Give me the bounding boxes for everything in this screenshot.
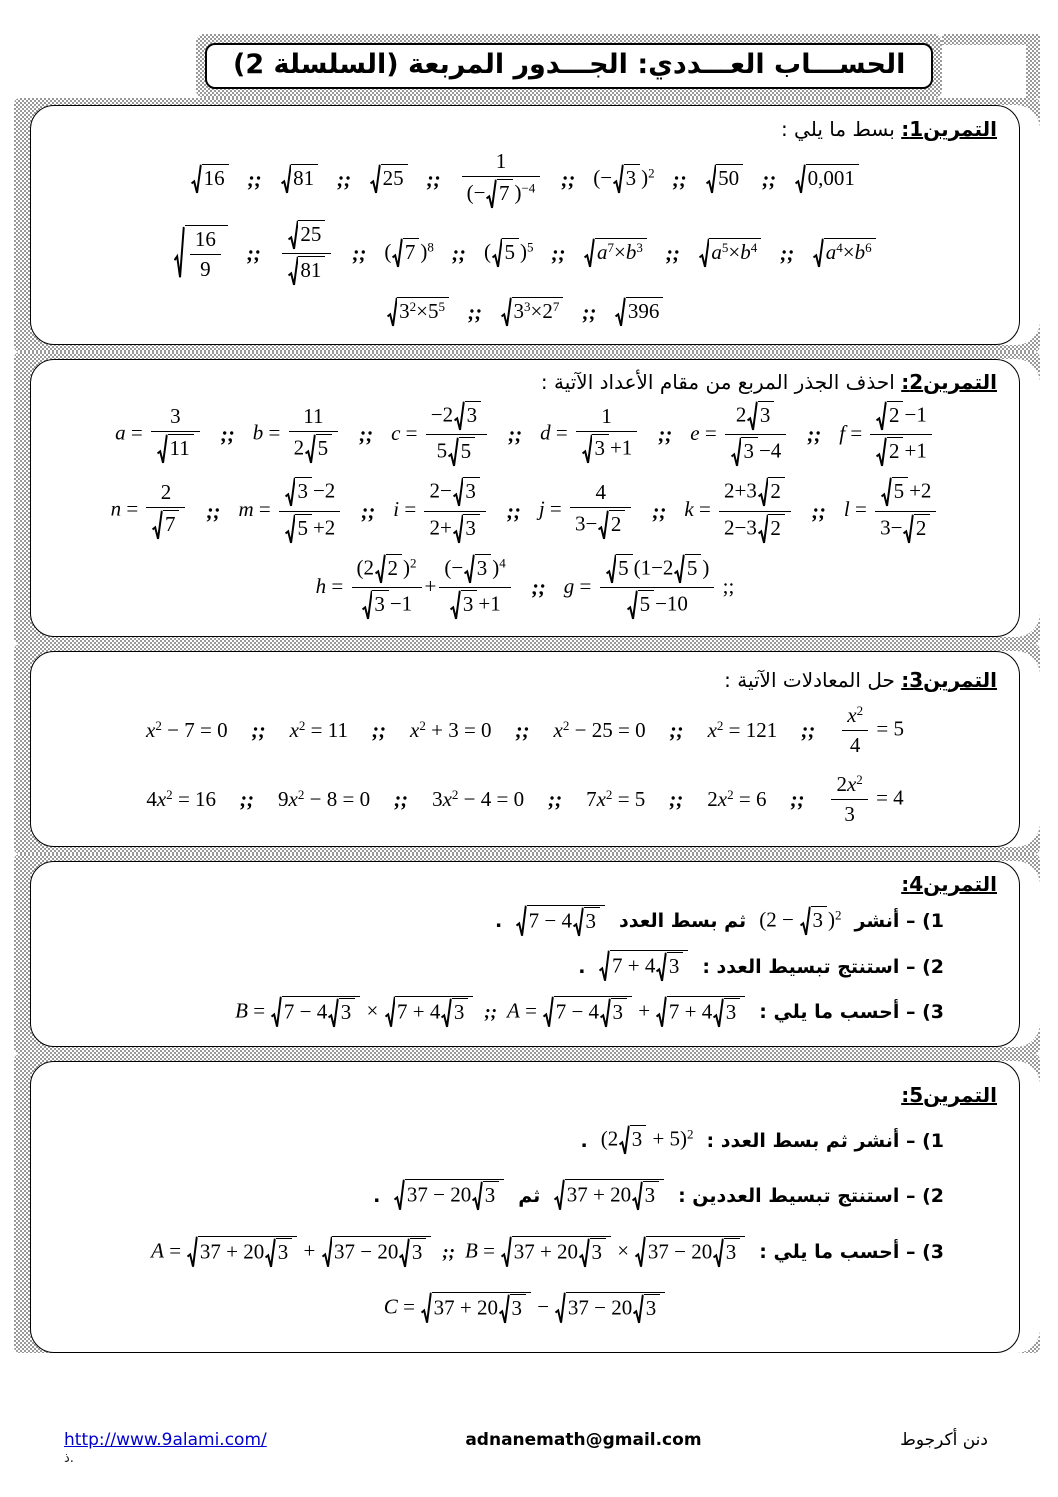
- text-segment: .: [578, 955, 586, 978]
- math-expression: $x^2 = 11$: [289, 717, 348, 742]
- website-link[interactable]: http://www.9alami.com/: [64, 1429, 267, 1450]
- separator: ;;: [548, 786, 563, 811]
- math-expression: h = (2 2 )$^2$ 3 −1 + (− 3 )$^4$ 3 +1: [316, 554, 514, 622]
- math-expression: j = 4 3− 2: [539, 480, 635, 542]
- math-expression: $x^2 + 3 = 0$: [410, 717, 492, 742]
- math-expression: $a^5\times b^4$: [698, 238, 762, 270]
- separator: ;;: [394, 786, 409, 811]
- exercise-line: [57, 996, 949, 1030]
- separator: ;;: [468, 300, 482, 325]
- exercise-5-header: [49, 1083, 997, 1107]
- separator: ;;: [762, 167, 777, 192]
- math-expression: i = 2− 3 2+ 3: [393, 477, 489, 545]
- math-expression: B = 7 − 4 3 × 7 + 4 3: [235, 996, 474, 1030]
- exercise-3-box: [30, 651, 1020, 847]
- math-row: [49, 297, 1001, 329]
- separator: ;;: [352, 241, 367, 266]
- title-decoration-band: [942, 34, 1040, 98]
- math-expression: $\frac{25}{81}$: [279, 220, 335, 288]
- separator: ;;: [652, 498, 667, 523]
- text-segment: ثم: [518, 1184, 541, 1207]
- exercise-1-frame: [14, 98, 1040, 352]
- math-expression: A = 7 − 4 3 + 7 + 4 3: [507, 996, 746, 1030]
- math-expression: 7 + 4 3: [598, 950, 689, 984]
- footer-author: دنن أكرجوط: [900, 1429, 988, 1450]
- math-expression: $3^3\times 2^7$: [500, 297, 564, 329]
- math-row: [49, 703, 1001, 758]
- math-expression: e = 2 3 3 −4: [690, 401, 789, 469]
- math-expression: B = 37 + 20 3 × 37 − 20 3: [465, 1236, 746, 1270]
- math-expression: $a^4\times b^6$: [812, 238, 876, 270]
- exercise-2-frame: [14, 352, 1040, 644]
- exercise-line: [57, 1292, 993, 1326]
- math-expression: 0,001: [794, 164, 860, 196]
- math-row: [49, 149, 1001, 211]
- separator: ;;: [669, 718, 684, 742]
- separator: ;;: [372, 718, 386, 742]
- page-title: الحســـاب العـــددي: الجـــدور المربعة (السلسلة 2): [205, 43, 933, 89]
- separator: ;;: [807, 422, 822, 447]
- math-row: [49, 477, 1001, 545]
- math-expression: $3^2\times 5^5$: [386, 297, 450, 329]
- separator: ;;: [790, 786, 805, 811]
- math-expression: m = 3 −2 5 +2: [238, 477, 343, 545]
- separator: ;;: [561, 167, 576, 192]
- separator: ;;: [442, 1241, 456, 1263]
- math-expression: (− 3 )$^2$: [593, 164, 654, 196]
- math-expression: g = 5 (1−2 5 ) 5 −10 ;;: [564, 554, 735, 622]
- text-segment: 1) – أنشر: [854, 909, 944, 932]
- math-expression: $3x^2 - 4 = 0$: [432, 786, 525, 811]
- separator: ;;: [251, 718, 266, 742]
- separator: ;;: [220, 422, 235, 447]
- exercise-4-frame: [14, 854, 1040, 1054]
- math-expression: 81: [280, 164, 320, 196]
- exercise-2-title: التمرين2:: [901, 370, 997, 395]
- exercise-5-box: [30, 1061, 1020, 1353]
- separator: ;;: [206, 498, 221, 523]
- exercise-5-frame: [14, 1054, 1040, 1353]
- math-expression: 25: [369, 164, 409, 196]
- exercise-line: [57, 950, 949, 984]
- math-expression: 37 + 20 3: [553, 1179, 665, 1213]
- separator: ;;: [426, 167, 441, 192]
- exercise-2-box: [30, 359, 1020, 637]
- separator: ;;: [780, 241, 795, 266]
- exercise-1-box: [30, 105, 1020, 345]
- footer-left: [64, 1430, 267, 1468]
- separator: ;;: [361, 498, 376, 523]
- text-segment: .: [580, 1129, 588, 1152]
- separator: ;;: [665, 241, 680, 266]
- separator: ;;: [337, 167, 352, 192]
- footer-note: ذ.: [64, 1450, 74, 1466]
- math-expression: (2 − 3 )$^2$: [759, 906, 841, 938]
- math-expression: $x^2 - 7 = 0$: [146, 717, 228, 742]
- exercise-line: [57, 905, 949, 939]
- math-expression: d = 1 3 +1: [540, 404, 640, 466]
- exercise-line: [57, 1179, 949, 1213]
- math-expression: n = $\frac{2}{7}$: [111, 480, 189, 542]
- exercise-2-instruction: احذف الجذر المربع من مقام الأعداد الآتية :: [540, 370, 902, 395]
- exercise-1-instruction: بسط ما يلي :: [780, 117, 902, 142]
- math-expression: ( 5 )$^5$: [484, 238, 534, 270]
- text-segment: 1) – أنشر ثم بسط العدد :: [706, 1129, 944, 1152]
- math-expression: 7 − 4 3: [515, 905, 606, 939]
- math-expression: ( 7 )$^8$: [384, 238, 434, 270]
- math-expression: 16: [190, 164, 230, 196]
- math-expression: $7x^2 = 5$: [586, 786, 646, 811]
- math-expression: $9x^2 - 8 = 0$: [278, 786, 371, 811]
- separator: ;;: [811, 498, 826, 523]
- exercise-3-instruction: حل المعادلات الآتية :: [724, 667, 902, 692]
- math-expression: l = 5 +2 3− 2: [844, 477, 940, 545]
- separator: ;;: [531, 575, 546, 600]
- math-expression: $x^2 - 25 = 0$: [553, 717, 646, 742]
- math-row: [49, 220, 1001, 288]
- exercise-list: [14, 98, 1040, 1353]
- math-row: [49, 401, 1001, 469]
- exercise-line: [57, 1125, 949, 1157]
- math-expression: $\frac{x^2}{4}$ = 5: [839, 703, 904, 758]
- exercise-2-header: [49, 370, 997, 394]
- separator: ;;: [508, 422, 523, 447]
- math-expression: $\frac{16}{9}$: [173, 225, 229, 282]
- separator: ;;: [359, 422, 374, 447]
- text-segment: .: [494, 909, 503, 932]
- exercise-3-header: [49, 668, 997, 692]
- separator: ;;: [801, 718, 816, 742]
- exercise-3-title: التمرين3:: [901, 667, 997, 692]
- separator: ;;: [515, 718, 530, 742]
- math-row: [49, 554, 1001, 622]
- separator: ;;: [506, 498, 521, 523]
- math-expression: 396: [614, 297, 664, 329]
- title-row: [196, 34, 1040, 98]
- math-expression: c = −2 3 5 5: [391, 401, 490, 469]
- separator: ;;: [669, 786, 684, 811]
- separator: ;;: [672, 167, 687, 192]
- separator: ;;: [484, 1002, 498, 1024]
- exercise-4-box: [30, 861, 1020, 1047]
- separator: ;;: [582, 300, 597, 325]
- math-expression: 50: [705, 164, 745, 196]
- separator: ;;: [551, 241, 566, 266]
- math-expression: a = $\frac{3}{11}$: [115, 404, 203, 466]
- math-expression: k = 2+3 2 2−3 2: [684, 477, 794, 545]
- exercise-1-title: التمرين1:: [901, 117, 997, 142]
- separator: ;;: [247, 167, 262, 192]
- math-row: [49, 772, 1001, 827]
- math-expression: 1 (− 7 )$^{-4}$: [459, 149, 544, 211]
- text-segment: 3) – أحسب ما يلي :: [759, 1240, 944, 1263]
- exercise-5-title: التمرين5:: [901, 1082, 997, 1107]
- footer: [64, 1430, 988, 1497]
- math-expression: (2 3 + 5)$^2$: [601, 1125, 694, 1157]
- exercise-1-header: [49, 117, 997, 141]
- exercise-line: [57, 1236, 949, 1270]
- exercise-3-frame: [14, 644, 1040, 854]
- math-expression: $4x^2 = 16$: [146, 786, 217, 811]
- math-expression: 37 − 20 3: [393, 1179, 505, 1213]
- exercise-4-title: التمرين4:: [901, 872, 997, 897]
- text-segment: ثم بسط العدد: [619, 909, 747, 932]
- separator: ;;: [451, 241, 466, 266]
- text-segment: 2) – استنتج تبسيط العددين :: [678, 1184, 944, 1207]
- footer-email: adnanemath@gmail.com: [465, 1429, 702, 1450]
- text-segment: 2) – استنتج تبسيط العدد :: [702, 955, 944, 978]
- math-expression: $\frac{2x^2}{3}$ = 4: [828, 772, 903, 827]
- title-frame: [196, 34, 942, 98]
- separator: ;;: [240, 786, 255, 811]
- math-expression: $a^7\times b^3$: [583, 238, 647, 270]
- math-expression: C = 37 + 20 3 − 37 − 20 3: [384, 1292, 666, 1326]
- exercise-4-header: [49, 872, 997, 896]
- separator: ;;: [246, 241, 261, 266]
- text-segment: 3) – أحسب ما يلي :: [759, 1001, 944, 1024]
- math-expression: A = 37 + 20 3 + 37 − 20 3: [151, 1236, 432, 1270]
- text-segment: .: [373, 1184, 381, 1207]
- math-expression: $x^2 = 121$: [707, 717, 778, 742]
- math-expression: $2x^2 = 6$: [707, 786, 767, 811]
- separator: ;;: [658, 422, 673, 447]
- math-expression: b = 11 2 5: [253, 404, 341, 466]
- math-expression: f = 2 −1 2 +1: [839, 401, 935, 469]
